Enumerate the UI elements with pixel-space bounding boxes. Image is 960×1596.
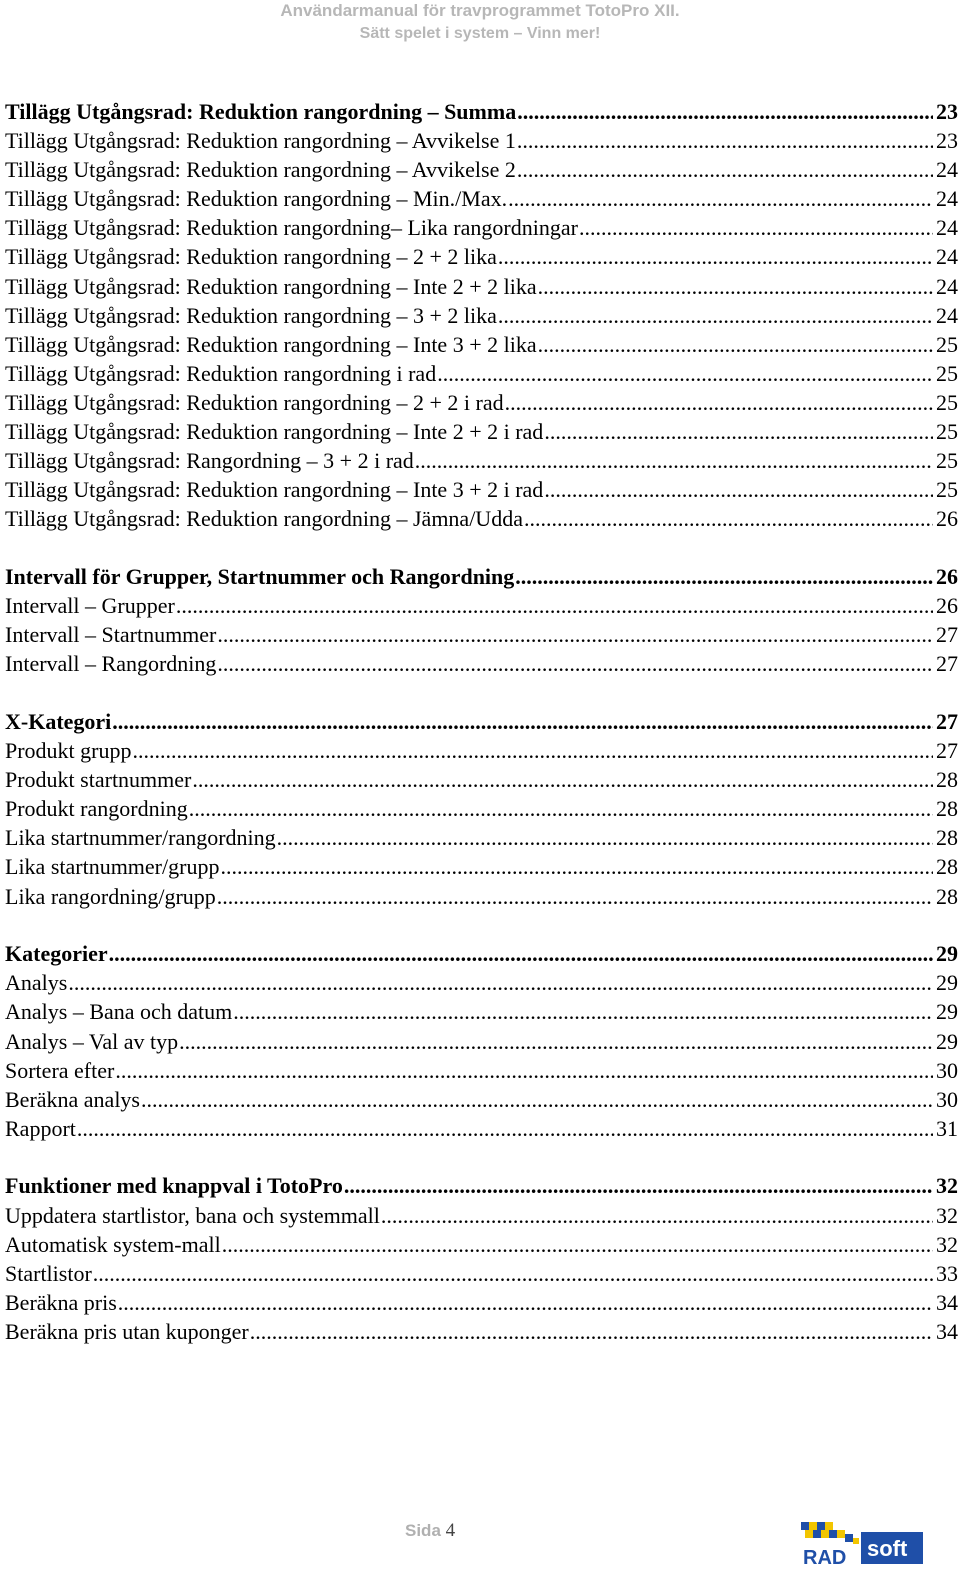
dot-leader [233,997,933,1026]
toc-entry-title: Startlistor [5,1260,92,1286]
dot-leader [222,1230,933,1259]
toc-entry-page: 25 [936,331,958,357]
toc-entry-title: Tillägg Utgångsrad: Reduktion rangordning – Inte 2 + 2 i rad [5,419,544,445]
toc-entry-title: Tillägg Utgångsrad: Reduktion rangordning – Avvikelse 1 [5,128,516,154]
toc-entry-page: 30 [936,1086,958,1112]
toc-entry-title: Rapport [5,1115,76,1141]
toc-entry[interactable] [5,794,960,823]
toc-entry[interactable] [5,1027,960,1056]
toc-entry-title: Uppdatera startlistor, bana och systemmall [5,1202,380,1228]
toc-entry-title: Beräkna pris [5,1289,117,1315]
toc-entry-title: Tillägg Utgångsrad: Reduktion rangordning – Inte 2 + 2 lika [5,273,537,299]
toc-entry[interactable] [5,504,960,533]
dot-leader [538,330,933,359]
toc-entry[interactable] [5,359,960,388]
toc-section [5,707,960,911]
toc-entry-title: Analys – Val av typ [5,1028,179,1054]
toc-entry-title: Tillägg Utgångsrad: Reduktion rangordning – 2 + 2 lika [5,244,497,270]
page-label: Sida [405,1521,441,1540]
header-title: Användarmanual för travprogrammet TotoPro XII. [280,1,680,20]
dot-leader [250,1317,933,1346]
toc-entry[interactable] [5,852,960,881]
toc-entry-page: 24 [936,244,958,270]
dot-leader [217,882,933,911]
toc-entry-page: 25 [936,419,958,445]
toc-entry[interactable] [5,126,960,155]
toc-entry-page: 24 [936,215,958,241]
page-footer [405,1520,455,1542]
toc-entry-page: 32 [936,1231,958,1257]
toc-entry-title: Funktioner med knappval i TotoPro [5,1173,343,1199]
toc-entry-page: 26 [936,506,958,532]
toc-entry-title: Beräkna pris utan kuponger [5,1318,249,1344]
toc-entry-title: Kategorier [5,941,108,967]
toc-entry[interactable] [5,213,960,242]
toc-entry-page: 29 [936,941,958,967]
toc-entry-title: Automatisk system-mall [5,1231,221,1257]
toc-entry-page: 25 [936,477,958,503]
toc-entry[interactable] [5,330,960,359]
dot-leader [118,1288,933,1317]
toc-section [5,939,960,1143]
dot-leader [112,707,933,736]
toc-entry-title: Intervall för Grupper, Startnummer och Rangordning [5,564,515,589]
toc-entry[interactable] [5,1114,960,1143]
toc-entry-page: 33 [936,1260,958,1286]
dot-leader [498,242,933,271]
toc-entry-page: 27 [936,622,958,648]
toc-entry-title: Lika rangordning/grupp [5,883,216,909]
toc-entry[interactable] [5,620,960,649]
toc-entry[interactable] [5,301,960,330]
toc-entry-title: Beräkna analys [5,1086,140,1112]
toc-entry-title: Produkt startnummer [5,767,192,793]
toc-entry-page: 28 [936,854,958,880]
toc-entry-page: 26 [936,593,958,619]
toc-entry-title: Tillägg Utgångsrad: Rangordning – 3 + 2 i rad [5,448,414,474]
dot-leader [141,1085,933,1114]
dot-leader [133,736,934,765]
toc-entry[interactable] [5,388,960,417]
toc-heading-entry[interactable] [5,97,960,126]
toc-entry[interactable] [5,475,960,504]
logo-checker-pattern [801,1522,859,1544]
dot-leader [538,272,933,301]
toc-entry-page: 32 [936,1202,958,1228]
toc-entry[interactable] [5,968,960,997]
toc-entry[interactable] [5,1288,960,1317]
toc-entry-title: Lika startnummer/grupp [5,854,220,880]
dot-leader [176,591,933,620]
dot-leader [192,765,933,794]
toc-entry-page: 28 [936,883,958,909]
toc-entry-title: Intervall – Grupper [5,593,175,619]
dot-leader [344,1171,933,1200]
page-number: 4 [445,1520,456,1541]
running-header [0,0,960,45]
dot-leader [93,1259,933,1288]
dot-leader [220,852,933,881]
toc-entry-page: 27 [936,738,958,764]
toc-entry-title: Tillägg Utgångsrad: Reduktion rangordning – Inte 3 + 2 lika [5,331,537,357]
header-slogan: Sätt spelet i system – Vinn mer! [359,25,601,42]
toc-entry-title: Tillägg Utgångsrad: Reduktion rangordning – 3 + 2 lika [5,302,497,328]
toc-entry-title: Intervall – Rangordning [5,651,217,677]
toc-entry-title: Lika startnummer/rangordning [5,825,276,851]
toc-entry-page: 25 [936,448,958,474]
toc-heading-entry[interactable] [5,707,960,736]
toc-entry-title: Tillägg Utgångsrad: Reduktion rangordning – Inte 3 + 2 i rad [5,477,544,503]
logo-text-left: RAD [803,1547,847,1566]
toc-heading-entry[interactable] [5,562,960,591]
dot-leader [508,184,933,213]
dot-leader [179,1027,933,1056]
dot-leader [381,1201,933,1230]
toc-entry[interactable] [5,1259,960,1288]
toc-entry-page: 34 [936,1318,958,1344]
dot-leader [115,1056,933,1085]
toc-entry-title: Tillägg Utgångsrad: Reduktion rangordning – 2 + 2 i rad [5,389,504,415]
toc-section [5,97,960,533]
toc-entry-title: Analys – Bana och datum [5,999,233,1025]
dot-leader [579,213,933,242]
toc-entry-page: 24 [936,302,958,328]
toc-entry-page: 24 [936,186,958,212]
toc-entry[interactable] [5,1230,960,1259]
toc-entry-title: Tillägg Utgångsrad: Reduktion rangordning– Lika rangordningar [5,215,578,241]
toc-entry-page: 29 [936,970,958,996]
toc-entry-title: Analys [5,970,68,996]
toc-entry[interactable] [5,1085,960,1114]
dot-leader [437,359,933,388]
dot-leader [515,562,933,591]
dot-leader [498,301,933,330]
toc-entry-title: X-Kategori [5,708,112,734]
toc-entry-page: 28 [936,767,958,793]
toc-entry-title: Produkt rangordning [5,796,188,822]
logo-text-right: soft [867,1536,908,1561]
toc-section [5,562,960,678]
toc-entry-title: Sortera efter [5,1057,115,1083]
dot-leader [517,97,933,126]
toc-entry[interactable] [5,184,960,213]
dot-leader [109,939,933,968]
dot-leader [77,1114,933,1143]
radsoft-logo [797,1518,925,1566]
toc-entry-title: Produkt grupp [5,738,132,764]
toc-entry[interactable] [5,1317,960,1346]
toc-entry-page: 34 [936,1289,958,1315]
toc-entry-page: 27 [936,708,958,734]
toc-entry[interactable] [5,649,960,678]
toc-entry[interactable] [5,823,960,852]
toc-heading-entry[interactable] [5,939,960,968]
toc-entry[interactable] [5,591,960,620]
toc-entry[interactable] [5,1056,960,1085]
toc-entry-page: 25 [936,360,958,386]
toc-entry-page: 28 [936,825,958,851]
dot-leader [217,620,933,649]
toc-entry-title: Intervall – Startnummer [5,622,217,648]
toc-entry[interactable] [5,765,960,794]
table-of-contents [5,97,960,1375]
dot-leader [277,823,933,852]
toc-entry-page: 23 [936,99,958,124]
dot-leader [517,126,933,155]
dot-leader [217,649,933,678]
toc-entry-title: Tillägg Utgångsrad: Reduktion rangordning – Jämna/Udda [5,506,523,532]
dot-leader [189,794,933,823]
dot-leader [544,475,933,504]
toc-entry-page: 24 [936,273,958,299]
toc-entry-page: 26 [936,564,958,589]
toc-entry-page: 27 [936,651,958,677]
toc-entry[interactable] [5,155,960,184]
toc-entry[interactable] [5,882,960,911]
toc-entry[interactable] [5,446,960,475]
toc-entry[interactable] [5,417,960,446]
toc-entry[interactable] [5,997,960,1026]
toc-entry-page: 28 [936,796,958,822]
dot-leader [415,446,933,475]
toc-entry-page: 29 [936,999,958,1025]
toc-entry[interactable] [5,736,960,765]
toc-entry-title: Tillägg Utgångsrad: Reduktion rangordning – Min./Max. [5,186,508,212]
toc-heading-entry[interactable] [5,1171,960,1200]
toc-section [5,1171,960,1346]
toc-entry-page: 30 [936,1057,958,1083]
dot-leader [505,388,933,417]
toc-entry-page: 25 [936,389,958,415]
toc-entry-title: Tillägg Utgångsrad: Reduktion rangordning – Avvikelse 2 [5,157,516,183]
toc-entry[interactable] [5,242,960,271]
dot-leader [517,155,933,184]
toc-entry-page: 24 [936,157,958,183]
dot-leader [544,417,933,446]
toc-entry[interactable] [5,1201,960,1230]
toc-entry-page: 29 [936,1028,958,1054]
toc-entry-page: 31 [936,1115,958,1141]
toc-entry-title: Tillägg Utgångsrad: Reduktion rangordning i rad [5,360,437,386]
dot-leader [524,504,933,533]
toc-entry-page: 32 [936,1173,958,1199]
toc-entry[interactable] [5,272,960,301]
toc-entry-page: 23 [936,128,958,154]
dot-leader [68,968,933,997]
toc-entry-title: Tillägg Utgångsrad: Reduktion rangordning – Summa [5,99,517,124]
